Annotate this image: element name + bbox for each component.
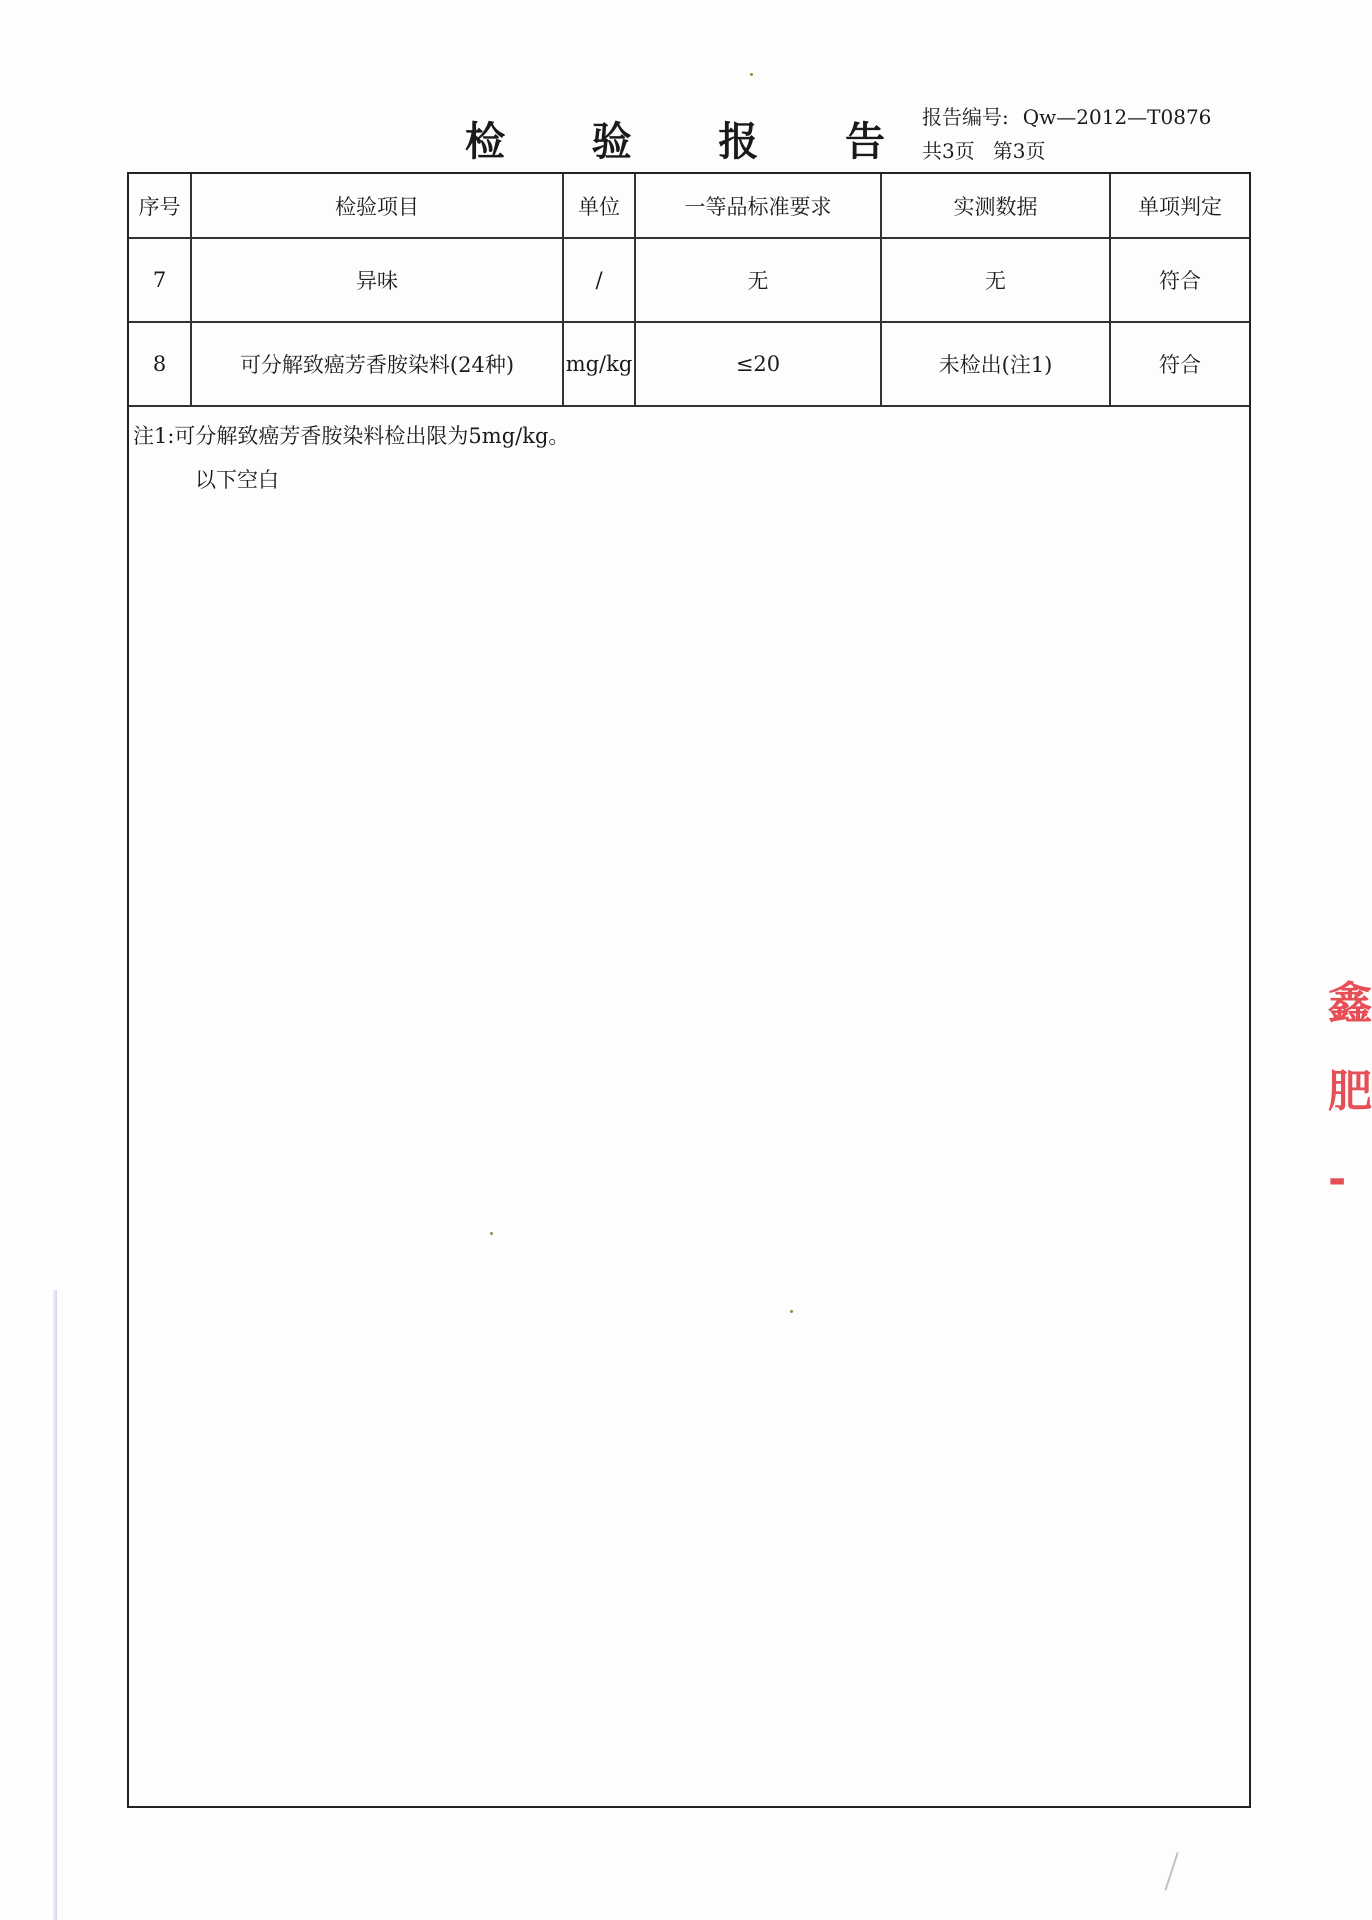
report-meta (922, 100, 1211, 168)
report-title (465, 112, 885, 164)
cell-verdict: 符合 (1110, 322, 1249, 406)
title-char: 检 (465, 118, 505, 165)
report-number: Qw—2012—T0876 (1022, 105, 1212, 129)
report-frame (127, 172, 1251, 1808)
header-standard: 一等品标准要求 (635, 174, 881, 238)
cell-measured: 无 (881, 238, 1110, 322)
cell-measured: 未检出(注1) (881, 322, 1110, 406)
stamp-char: 鑫 (1328, 978, 1372, 1029)
table-row (129, 238, 1249, 322)
header-measured: 实测数据 (881, 174, 1110, 238)
cell-unit: mg/kg (563, 322, 635, 406)
cell-standard: 无 (635, 238, 881, 322)
header-verdict: 单项判定 (1110, 174, 1249, 238)
cell-standard: ≤20 (635, 322, 881, 406)
cell-no: 8 (129, 322, 191, 406)
seal-stamp-fragment (1328, 960, 1372, 1210)
scan-speck (790, 1310, 793, 1313)
cell-item: 可分解致癌芳香胺染料(24种) (191, 322, 563, 406)
cell-unit: / (563, 238, 635, 322)
header-item: 检验项目 (191, 174, 563, 238)
scan-speck (750, 73, 753, 76)
scan-speck (490, 1232, 493, 1235)
cell-item: 异味 (191, 238, 563, 322)
title-char: 告 (844, 118, 885, 165)
inspection-table (129, 174, 1249, 407)
scan-edge-shadow (52, 1290, 57, 1920)
report-number-label: 报告编号: (922, 105, 1009, 129)
cell-no: 7 (129, 238, 191, 322)
header-unit: 单位 (563, 174, 635, 238)
total-pages: 共3页 (922, 139, 975, 163)
table-header-row (129, 174, 1249, 238)
page-info (922, 134, 1211, 168)
table-row (129, 322, 1249, 406)
blank-marker: 以下空白 (195, 468, 279, 492)
scan-corner-mark (1164, 1852, 1201, 1898)
cell-verdict: 符合 (1110, 238, 1249, 322)
notes (133, 414, 569, 502)
report-number-row (922, 100, 1211, 134)
note-1: 注1:可分解致癌芳香胺染料检出限为5mg/kg。 (133, 424, 570, 448)
current-page: 第3页 (992, 139, 1046, 163)
stamp-char: - (1328, 1154, 1347, 1205)
title-char: 验 (591, 118, 632, 165)
header-no: 序号 (129, 174, 191, 238)
stamp-char: 肥 (1328, 1066, 1372, 1117)
title-char: 报 (718, 118, 759, 165)
